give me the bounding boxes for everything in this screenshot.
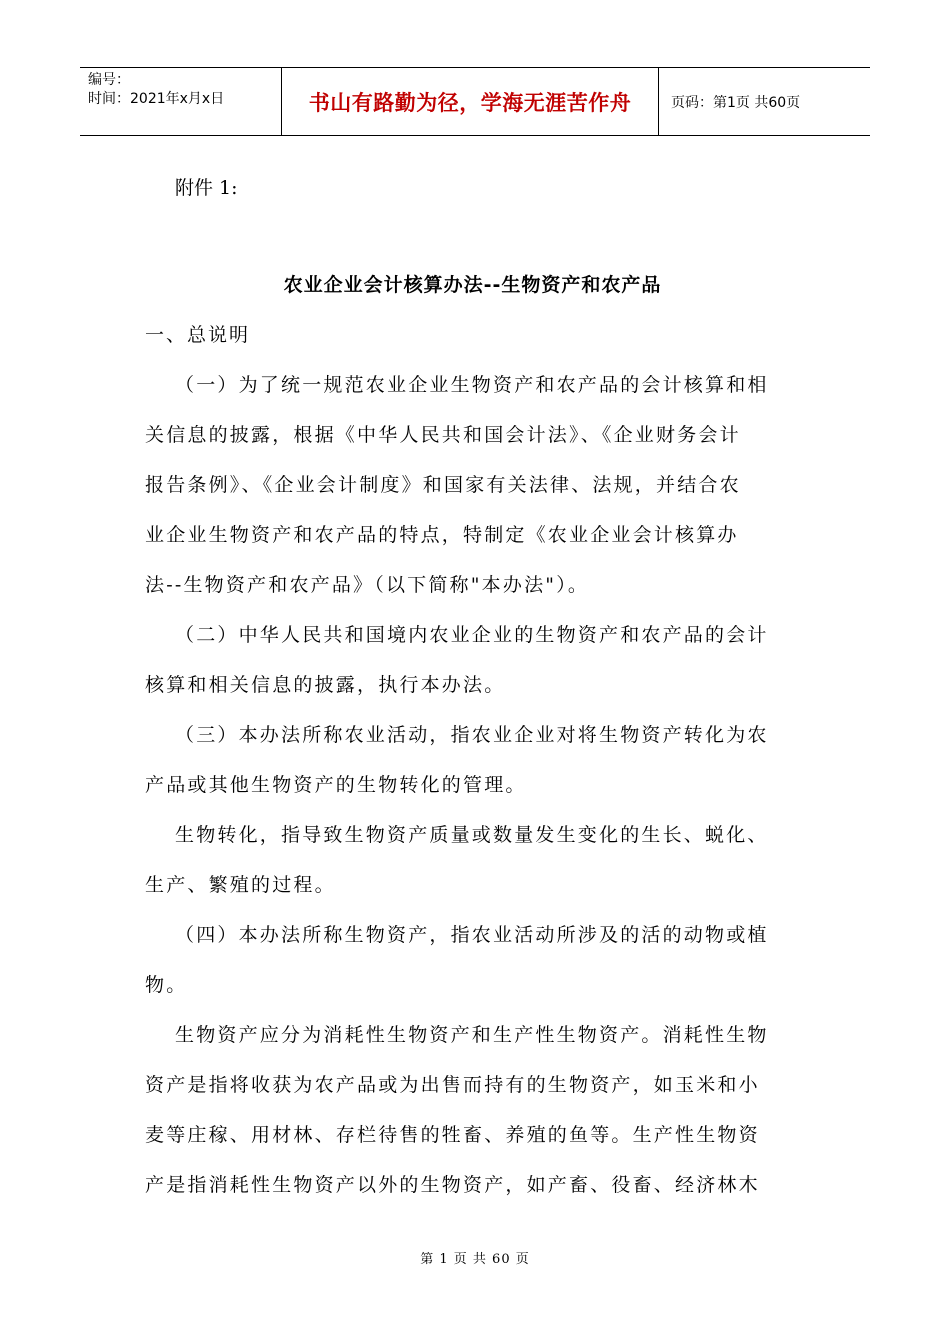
paragraph-line: 麦等庄稼、用材林、存栏待售的牲畜、养殖的鱼等。生产性生物资	[145, 1124, 760, 1146]
paragraph-line: （二）中华人民共和国境内农业企业的生物资产和农产品的会计	[175, 624, 769, 646]
annex-label: 附件 1:	[175, 177, 238, 199]
number-label: 编号：	[88, 72, 130, 88]
document-title: 农业企业会计核算办法--生物资产和农产品	[283, 274, 662, 296]
paragraph-line: 产是指消耗性生物资产以外的生物资产，如产畜、役畜、经济林木	[145, 1174, 760, 1196]
paragraph-line: （一）为了统一规范农业企业生物资产和农产品的会计核算和相	[175, 374, 769, 396]
paragraph-line: 生产、繁殖的过程。	[145, 874, 336, 896]
paragraph-line: 资产是指将收获为农产品或为出售而持有的生物资产，如玉米和小	[145, 1074, 760, 1096]
paragraph-line: 物。	[145, 974, 188, 996]
header-meta	[80, 68, 282, 135]
header-page-info: 页码：第1页 共60页	[671, 94, 801, 111]
page-footer: 第 1 页 共 60 页	[420, 1252, 530, 1267]
paragraph-line: 产品或其他生物资产的生物转化的管理。	[145, 774, 527, 796]
paragraph-line: 报告条例》、《企业会计制度》和国家有关法律、法规，并结合农	[145, 474, 741, 496]
paragraph-line: 生物转化，指导致生物资产质量或数量发生变化的生长、蜕化、	[175, 824, 769, 846]
paragraph-line: 法--生物资产和农产品》（以下简称"本办法"）。	[145, 574, 590, 596]
paragraph-line: 业企业生物资产和农产品的特点，特制定《农业企业会计核算办	[145, 524, 739, 546]
time-label: 时间：2021年x月x日	[88, 91, 225, 107]
page-header	[80, 67, 870, 136]
paragraph-line: 核算和相关信息的披露，执行本办法。	[145, 674, 506, 696]
paragraph-line: 关信息的披露，根据《中华人民共和国会计法》、《企业财务会计	[145, 424, 741, 446]
paragraph-line: （三）本办法所称农业活动，指农业企业对将生物资产转化为农	[175, 724, 769, 746]
paragraph-line: 生物资产应分为消耗性生物资产和生产性生物资产。消耗性生物	[175, 1024, 769, 1046]
section-heading: 一、总说明	[145, 324, 251, 346]
header-motto: 书山有路勤为径，学海无涯苦作舟	[282, 68, 659, 135]
paragraph-line: （四）本办法所称生物资产，指农业活动所涉及的活的动物或植	[175, 924, 769, 946]
